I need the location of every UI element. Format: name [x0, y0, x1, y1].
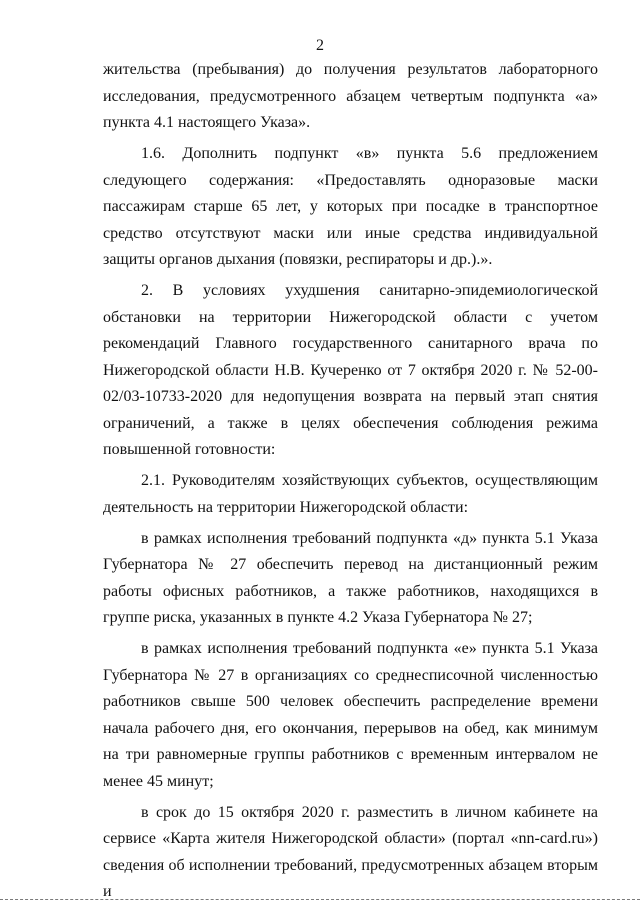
paragraph-deadline: в срок до 15 октября 2020 г. разместить в личном кабинете на сервисе «Карта жителя Нижегородской области» (портал «nn-card.ru») сведения об исполнении требований, предусмотренных абзацем вторым и: [103, 803, 598, 900]
paragraph-continuation: жительства (пребывания) до получения результатов лабораторного исследования, предусмотренного абзацем четвертым подпункта «а» пункта 4.1 настоящего Указа».: [103, 61, 598, 131]
document-body: [103, 57, 598, 910]
paragraph-remote-work: в рамках исполнения требований подпункта «д» пункта 5.1 Указа Губернатора № 27 обеспечить перевод на дистанционный режим работы офисных работников, а также работников, находящихся в группе риска, указанных в пункте 4.2 Указа Губернатора № 27;: [103, 529, 598, 626]
paragraph-1-6: 1.6. Дополнить подпункт «в» пункта 5.6 предложением следующего содержания: «Предоставлять одноразовые маски пассажирам старше 65 лет, у которых при посадке в транспортное средство отсутствуют маски или иные средства индивидуальной защиты органов дыхания (повязки, респираторы и др.).».: [103, 145, 598, 268]
page-number: 2: [316, 37, 324, 54]
paragraph-2: 2. В условиях ухудшения санитарно-эпидемиологической обстановки на территории Нижегородской области с учетом рекомендаций Главного государственного санитарного врача по Нижегородской области Н.В. Кучеренко от 7 октября 2020 г. № 52-00-02/03-10733-2020 для недопущения возврата на первый этап снятия ограничений, а также в целях обеспечения соблюдения режима повышенной готовности:: [103, 282, 598, 458]
bottom-edge-line: [0, 899, 640, 901]
paragraph-2-1: 2.1. Руководителям хозяйствующих субъектов, осуществляющим деятельность на территории Нижегородской области:: [103, 472, 598, 516]
paragraph-working-hours: в рамках исполнения требований подпункта «е» пункта 5.1 Указа Губернатора № 27 в организациях со среднесписочной численностью работников свыше 500 человек обеспечить распределение времени начала рабочего дня, его окончания, перерывов на обед, как минимум на три равномерные группы работников с временным интервалом не менее 45 минут;: [103, 640, 598, 790]
